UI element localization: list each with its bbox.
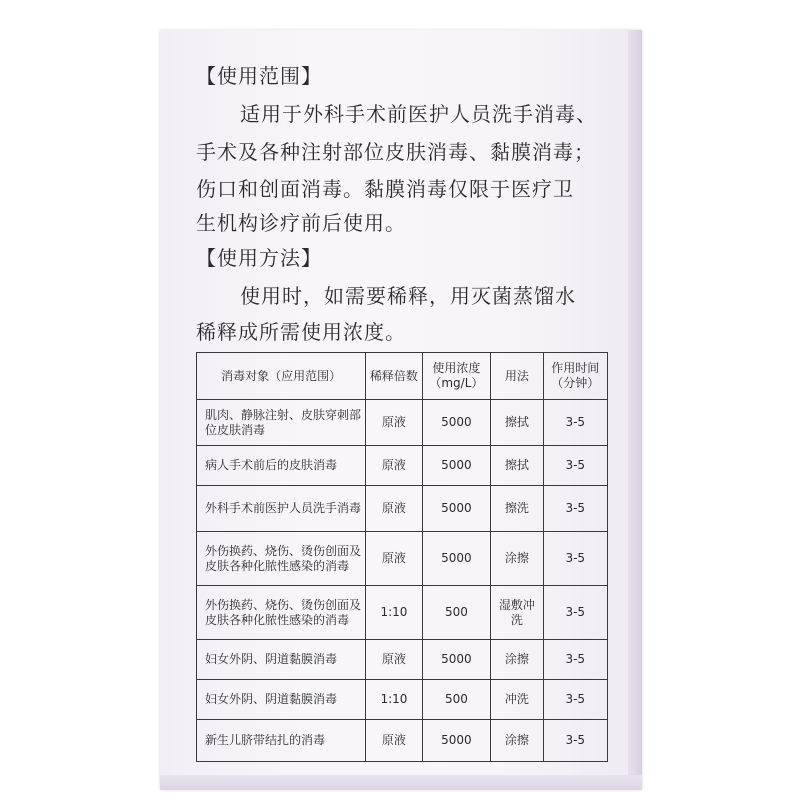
- cell-method: 冲洗: [491, 680, 543, 720]
- cell-concentration: 5000: [422, 486, 491, 532]
- cell-time: 3-5: [543, 446, 607, 486]
- cell-object: 妇女外阴、阴道黏膜消毒: [197, 640, 366, 680]
- package-bottom-edge: [160, 775, 642, 790]
- cell-time: 3-5: [543, 486, 607, 532]
- cell-object: 外伤换药、烧伤、烫伤创面及皮肤各种化脓性感染的消毒: [197, 532, 366, 586]
- cell-method: 擦拭: [491, 446, 543, 486]
- cell-concentration: 5000: [422, 640, 491, 680]
- usage-method-line-2: 稀释成所需使用浓度。: [196, 320, 406, 344]
- cell-method: 涂擦: [491, 532, 543, 586]
- cell-concentration: 500: [422, 586, 491, 640]
- header-dilution: 稀释倍数: [366, 353, 422, 400]
- cell-time: 3-5: [543, 532, 607, 586]
- cell-dilution: 原液: [366, 532, 422, 586]
- cell-object: 外伤换药、烧伤、烫伤创面及皮肤各种化脓性感染的消毒: [197, 586, 366, 640]
- usage-scope-line-2: 手术及各种注射部位皮肤消毒、黏膜消毒；: [196, 140, 595, 164]
- cell-concentration: 5000: [422, 400, 491, 446]
- table-row: [197, 720, 608, 762]
- table-row: [197, 400, 608, 446]
- cell-dilution: 1:10: [366, 586, 422, 640]
- table-row: [197, 486, 608, 532]
- header-time: 作用时间（分钟）: [543, 353, 607, 400]
- package-side-edge: [628, 30, 642, 790]
- cell-object: 新生儿脐带结扎的消毒: [197, 720, 366, 762]
- cell-concentration: 5000: [422, 532, 491, 586]
- cell-method: 涂擦: [491, 640, 543, 680]
- table-row: [197, 532, 608, 586]
- table-header-row: [197, 353, 608, 400]
- cell-method: 擦洗: [491, 486, 543, 532]
- header-concentration: 使用浓度（mg/L）: [422, 353, 491, 400]
- disinfection-table: [196, 352, 608, 762]
- cell-time: 3-5: [543, 586, 607, 640]
- cell-method: 涂擦: [491, 720, 543, 762]
- cell-dilution: 原液: [366, 446, 422, 486]
- table-row: [197, 446, 608, 486]
- cell-dilution: 1:10: [366, 680, 422, 720]
- cell-dilution: 原液: [366, 486, 422, 532]
- cell-object: 妇女外阴、阴道黏膜消毒: [197, 680, 366, 720]
- cell-concentration: 5000: [422, 720, 491, 762]
- header-object: 消毒对象（应用范围）: [197, 353, 366, 400]
- cell-time: 3-5: [543, 680, 607, 720]
- cell-dilution: 原液: [366, 400, 422, 446]
- cell-dilution: 原液: [366, 640, 422, 680]
- usage-scope-line-1: 适用于外科手术前医护人员洗手消毒、: [240, 102, 597, 126]
- usage-method-line-1: 使用时，如需要稀释，用灭菌蒸馏水: [240, 284, 576, 308]
- cell-method: 湿敷冲洗: [491, 586, 543, 640]
- table-row: [197, 586, 608, 640]
- usage-scope-heading: 【使用范围】: [196, 64, 322, 88]
- cell-concentration: 5000: [422, 446, 491, 486]
- cell-method: 擦拭: [491, 400, 543, 446]
- cell-time: 3-5: [543, 720, 607, 762]
- header-method: 用法: [491, 353, 543, 400]
- cell-dilution: 原液: [366, 720, 422, 762]
- table-row: [197, 640, 608, 680]
- usage-scope-line-4: 生机构诊疗前后使用。: [196, 211, 406, 235]
- usage-method-heading: 【使用方法】: [196, 246, 322, 270]
- table-row: [197, 680, 608, 720]
- cell-object: 病人手术前后的皮肤消毒: [197, 446, 366, 486]
- cell-object: 肌肉、静脉注射、皮肤穿刺部位皮肤消毒: [197, 400, 366, 446]
- cell-time: 3-5: [543, 400, 607, 446]
- cell-time: 3-5: [543, 640, 607, 680]
- cell-object: 外科手术前医护人员洗手消毒: [197, 486, 366, 532]
- cell-concentration: 500: [422, 680, 491, 720]
- usage-scope-line-3: 伤口和创面消毒。黏膜消毒仅限于医疗卫: [196, 177, 574, 201]
